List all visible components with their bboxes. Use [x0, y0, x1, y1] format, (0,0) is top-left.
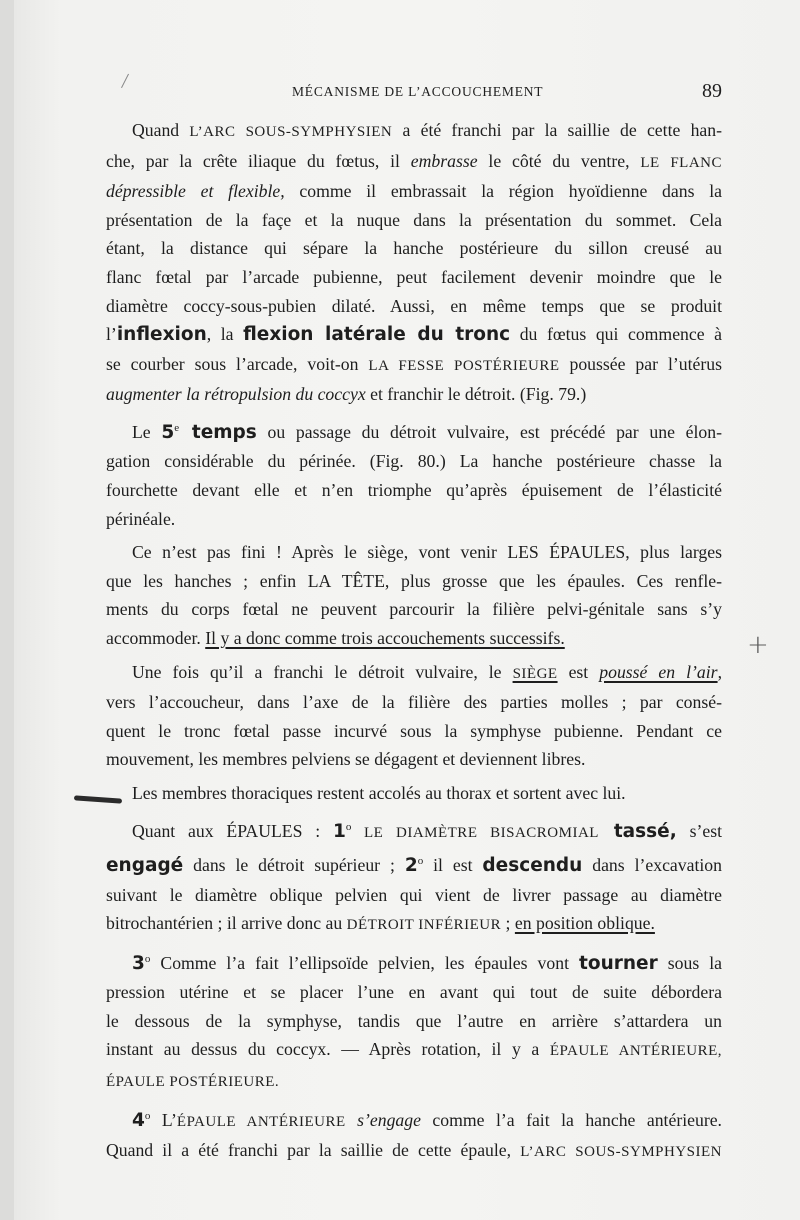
line: pression utérine et se placer l’une en avant qui tout de suite débordera [106, 982, 722, 1003]
running-title: MÉCANISME DE L’ACCOUCHEMENT [292, 84, 544, 99]
line: Le 5e temps ou passage du détroit vulvaire, est précédé par une élon- [132, 421, 722, 443]
line: gation considérable du périnée. (Fig. 80.) La hanche postérieure chasse la [106, 451, 722, 472]
line: ments du corps fœtal ne peuvent parcourir la filière pelvi-génitale sans s’y [106, 599, 722, 620]
page-header [14, 78, 800, 106]
line: instant au dessus du coccyx. — Après rotation, il y a ÉPAULE ANTÉRIEURE, [106, 1039, 722, 1060]
line: accommoder. Il y a donc comme trois accouchements successifs. [106, 627, 565, 648]
line: Quand L’ARC SOUS-SYMPHYSIEN a été franchi par la saillie de cette han- [132, 120, 722, 140]
line: ÉPAULE POSTÉRIEURE. [106, 1073, 280, 1090]
line: étant, la distance qui sépare la hanche postérieure du sillon creusé au [106, 238, 722, 259]
line: flanc fœtal par l’arcade pubienne, peut facilement devenir moindre que le [106, 266, 722, 287]
paragraph [106, 945, 722, 1097]
line: Ce n’est pas fini ! Après le siège, vont venir LES ÉPAULES, plus larges [132, 542, 722, 563]
body-text [106, 116, 722, 1172]
line: fourchette devant elle et n’en triomphe qu’après épuisement de l’élasticité [106, 480, 722, 501]
paragraph [106, 1102, 722, 1167]
line: 3$^o$ Comme l’a fait l’ellipsoïde pelvien, les épaules vont tourner sous la [132, 952, 723, 974]
line: l’inflexion, la flexion latérale du tronc du fœtus qui commence à [106, 324, 722, 346]
line: augmenter la rétropulsion du coccyx et franchir le détroit. (Fig. 79.) [106, 384, 587, 405]
line: dépressible et flexible, comme il embrassait la région hyoïdienne dans la [106, 181, 722, 202]
paragraph [106, 414, 722, 533]
line: 4$^o$ L’ÉPAULE ANTÉRIEURE s’engage comme l’a fait la hanche antérieure. [132, 1109, 722, 1131]
line: suivant le diamètre oblique pelvien qui vient de livrer passage au diamètre [106, 884, 722, 905]
paragraph [106, 116, 722, 409]
pencil-mark: / [120, 67, 130, 94]
line: che, par la crête iliaque du fœtus, il embrasse le côté du ventre, LE FLANC [106, 150, 722, 171]
line: Les membres thoraciques restent accolés au thorax et sortent avec lui. [132, 782, 626, 803]
paragraph [106, 538, 722, 652]
line: vers l’accoucheur, dans l’axe de la filière des parties molles ; par consé- [106, 692, 722, 713]
line: Quant aux ÉPAULES : 1$^o$ LE DIAMÈTRE BISACROMIAL tassé, s’est [132, 820, 723, 842]
paragraph [106, 813, 722, 940]
line: que les hanches ; enfin LA TÊTE, plus grosse que les épaules. Ces renfle- [106, 570, 722, 591]
line: périnéale. [106, 508, 176, 529]
line: diamètre coccy-sous-pubien dilaté. Aussi, en même temps que se produit [106, 295, 722, 316]
margin-cross-mark: + [747, 630, 769, 660]
book-page [14, 0, 800, 1220]
line: bitrochantérien ; il arrive donc au DÉTROIT INFÉRIEUR ; en position oblique. [106, 913, 655, 934]
line: Une fois qu’il a franchi le détroit vulvaire, le SIÈGE est poussé en l’air, [132, 661, 722, 682]
line: engagé dans le détroit supérieur ; 2$^o$ il est descendu dans l’excavation [106, 854, 722, 876]
line: se courber sous l’arcade, voit-on LA FESSE POSTÉRIEURE poussée par l’utérus [106, 353, 722, 374]
line: le dessous de la symphyse, tandis que l’autre en arrière s’attardera un [106, 1010, 722, 1031]
pencil-underline: en position oblique. [514, 913, 655, 934]
line: Quand il a été franchi par la saillie de cette épaule, L’ARC SOUS-SYMPHYSIEN [106, 1140, 722, 1161]
paragraph [106, 658, 722, 774]
line: mouvement, les membres pelviens se dégagent et deviennent libres. [106, 749, 586, 770]
page-number: 89 [702, 80, 722, 102]
line: présentation de la façe et la nuque dans la présentation du sommet. Cela [106, 209, 722, 230]
pencil-underline: Il y a donc comme trois accouchements successifs. [205, 627, 565, 648]
line: quent le tronc fœtal passe incurvé sous la symphyse pubienne. Pendant ce [106, 720, 722, 741]
paragraph [106, 779, 722, 808]
